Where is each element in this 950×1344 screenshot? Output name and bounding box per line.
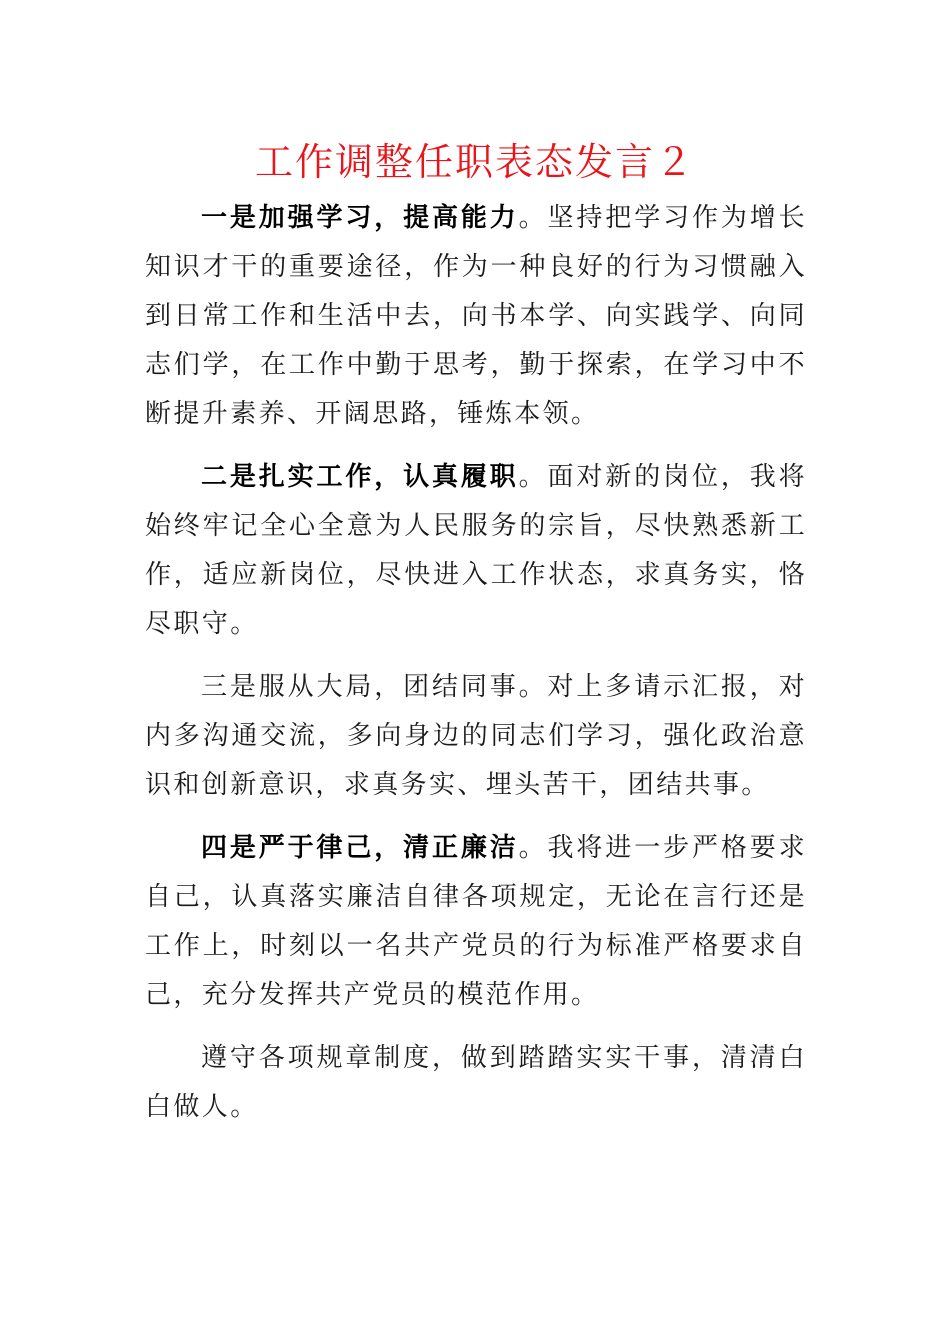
paragraph-4-text: 。我将进一步严格要求自己，认真落实廉洁自律各项规定，无论在言行还是工作上，时刻以一名共产党员的行为标准严格要求自己，充分发挥共产党员的模范作用。 — [145, 833, 807, 1010]
paragraph-3-text: 三是服从大局，团结同事。对上多请示汇报，对内多沟通交流，多向身边的同志们学习，强化政治意识和创新意识，求真务实、埋头苦干，团结共事。 — [145, 672, 807, 800]
paragraph-1 — [145, 194, 807, 439]
paragraph-2 — [145, 453, 807, 649]
paragraph-1-lead: 一是加强学习，提高能力 — [201, 203, 519, 233]
paragraph-2-text: 。面对新的岗位，我将始终牢记全心全意为人民服务的宗旨，尽快熟悉新工作，适应新岗位，尽快进入工作状态，求真务实，恪尽职守。 — [145, 462, 807, 639]
paragraph-1-text: 。坚持把学习作为增长知识才干的重要途径，作为一种良好的行为习惯融入到日常工作和生活中去，向书本学、向实践学、向同志们学，在工作中勤于思考，勤于探索，在学习中不断提升素养、开阔思路，锤炼本领。 — [145, 203, 807, 429]
document-title: 工作调整任职表态发言２ — [254, 140, 695, 184]
paragraph-3 — [145, 663, 807, 810]
paragraph-5-text: 遵守各项规章制度，做到踏踏实实干事，清清白白做人。 — [145, 1043, 807, 1122]
paragraph-5 — [145, 1034, 807, 1132]
paragraph-2-lead: 二是扎实工作，认真履职 — [201, 462, 519, 492]
document-body — [145, 194, 807, 1146]
paragraph-4-lead: 四是严于律己，清正廉洁 — [201, 833, 519, 863]
paragraph-4 — [145, 824, 807, 1020]
